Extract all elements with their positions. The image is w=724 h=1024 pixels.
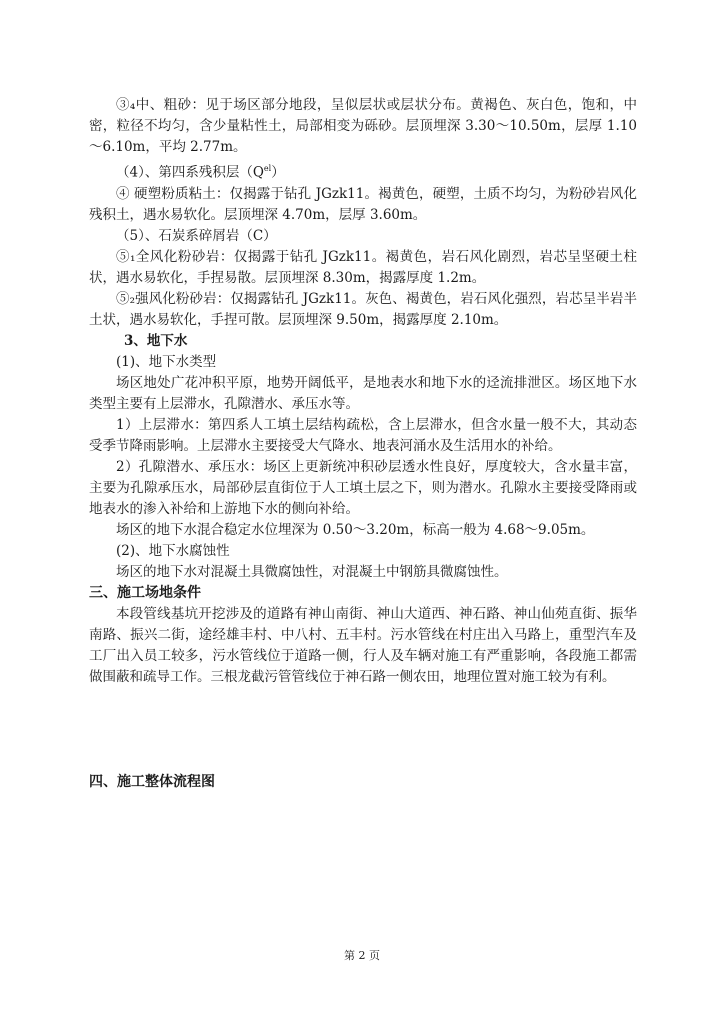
- paragraph-pore-water: 2）孔隙潜水、承压水：场区上更新统冲积砂层透水性良好，厚度较大，含水量丰富，主要为孔隙承压水，局部砂层直街位于人工填土层之下，则为潜水。孔隙水主要接受降雨或地表水的渗入补给和上游地下水的侧向补给。: [89, 458, 637, 517]
- subheading-residual-layer: [89, 158, 637, 184]
- paragraph-water-level: 场区的地下水混合稳定水位埋深为 0.50～3.20m，标高一般为 4.68～9.05m。: [116, 521, 595, 538]
- paragraph-medium-coarse-sand: ③₄中、粗砂：见于场区部分地段，呈似层状或层状分布。黄褐色、灰白色，饱和，中密，粒径不均匀，含少量粘性土，局部相变为砾砂。层顶埋深 3.30～10.50m，层厚 1.10～6.10m，平均 2.77m。: [89, 97, 637, 155]
- paragraph-silty-clay: ④ 硬塑粉质粘土：仅揭露于钻孔 JGzk11。褐黄色，硬塑，土质不均匀，为粉砂岩风化残积土，遇水易软化。层顶埋深 4.70m，层厚 3.60m。: [89, 185, 637, 223]
- heading-groundwater: 3、地下水: [124, 332, 188, 349]
- paragraph-corrosion: 场区的地下水对混凝土具微腐蚀性，对混凝土中钢筋具微腐蚀性。: [116, 563, 508, 580]
- subheading-carboniferous: （5）、石炭系碎屑岩（C）: [116, 227, 277, 244]
- section-heading-site-conditions: 三、施工场地条件: [89, 584, 201, 601]
- document-body: [89, 95, 637, 793]
- paragraph-groundwater-overview: 场区地处广花冲积平原，地势开阔低平，是地表水和地下水的迳流排泄区。场区地下水类型主要有上层滞水，孔隙潜水、承压水等。: [89, 374, 637, 412]
- paragraph-strongly-weathered-siltstone: ⑤₂强风化粉砂岩：仅揭露钻孔 JGzk11。灰色、褐黄色，岩石风化强烈，岩芯呈半岩半土状，遇水易软化，手捏可散。层顶埋深 9.50m，揭露厚度 2.10m。: [89, 290, 637, 328]
- subheading-groundwater-type: (1)、地下水类型: [116, 353, 217, 370]
- section-heading-flowchart: 四、施工整体流程图: [89, 773, 215, 790]
- subheading-residual-layer-close: ）: [271, 164, 285, 181]
- blank-space: [89, 688, 637, 772]
- superscript-el: el: [263, 164, 272, 173]
- subheading-residual-layer-text: （4）、第四系残积层（Q: [116, 164, 264, 181]
- paragraph-site-conditions: 本段管线基坑开挖涉及的道路有神山南街、神山大道西、神石路、神山仙苑直街、振华南路、振兴二街，途经雄丰村、中八村、五丰村。污水管线在村庄出入马路上，重型汽车及工厂出入员工较多，污水管线位于道路一侧，行人及车辆对施工有严重影响，各段施工都需做围蔽和疏导工作。三根龙截污管管线位于神石路一侧农田，地理位置对施工较为有利。: [89, 605, 637, 685]
- subheading-groundwater-corrosion: (2)、地下水腐蚀性: [116, 542, 230, 559]
- page-number: 第 2 页: [344, 949, 380, 962]
- paragraph-fully-weathered-siltstone: ⑤₁全风化粉砂岩：仅揭露于钻孔 JGzk11。褐黄色，岩石风化剧烈，岩芯呈坚硬土柱状，遇水易软化，手捏易散。层顶埋深 8.30m，揭露厚度 1.2m。: [89, 248, 637, 286]
- paragraph-perched-water: 1）上层滞水：第四系人工填土层结构疏松，含上层滞水，但含水量一般不大，其动态受季节降雨影响。上层滞水主要接受大气降水、地表河涌水及生活用水的补给。: [89, 416, 637, 454]
